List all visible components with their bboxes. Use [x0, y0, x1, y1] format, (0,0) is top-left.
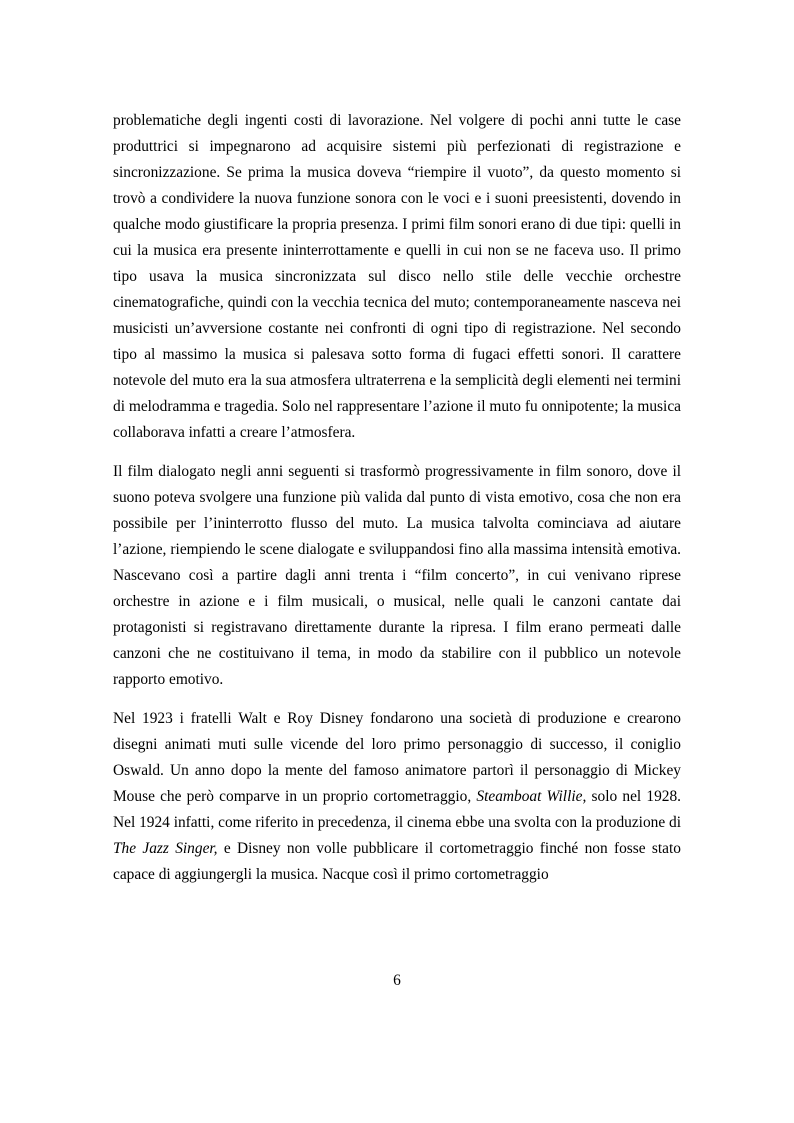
film-title-jazz-singer: The Jazz Singer, — [113, 840, 218, 857]
paragraph-3-text-b: solo nel 1928. Nel 1924 infatti, come riferito in precedenza, il cinema ebbe una svolta con la produzione di — [113, 788, 682, 831]
paragraph-1 — [113, 108, 681, 446]
paragraph-2-text: Il film dialogato negli anni seguenti si trasformò progressivamente in film sonoro, dove il suono poteva svolgere una funzione più valida dal punto di vista emotivo, cosa che non era possibile per l’ininterrotto flusso del muto. La musica talvolta cominciava ad aiutare l’azione, riempiendo le scene dialogate e sviluppandosi fino alla massima intensità emotiva. Nascevano così a partire dagli anni trenta i “film concerto”, in cui venivano riprese orchestre in azione e i film musicali, o musical, nelle quali le canzoni cantate dai protagonisti si registravano direttamente durante la ripresa. I film erano permeati dalle canzoni che ne costituivano il tema, in modo da stabilire con il pubblico un notevole rapporto emotivo. — [113, 463, 681, 688]
paragraph-3 — [113, 706, 681, 888]
page-body — [113, 108, 681, 888]
paragraph-1-text: problematiche degli ingenti costi di lavorazione. Nel volgere di pochi anni tutte le case produttrici si impegnarono ad acquisire sistemi più perfezionati di registrazione e sincronizzazione. Se prima la musica doveva “riempire il vuoto”, da questo momento si trovò a condividere la nuova funzione sonora con le voci e i suoni preesistenti, dovendo in qualche modo giustificare la propria presenza. I primi film sonori erano di due tipi: quelli in cui la musica era presente ininterrottamente e quelli in cui non se ne faceva uso. Il primo tipo usava la musica sincronizzata sul disco nello stile delle vecchie orchestre cinematografiche, quindi con la vecchia tecnica del muto; contemporaneamente nasceva nei musicisti un’avversione costante nei confronti di ogni tipo di registrazione. Nel secondo tipo al massimo la musica si palesava sotto forma di fugaci effetti sonori. Il carattere notevole del muto era la sua atmosfera ultraterrena e la semplicità degli elementi nei termini di melodramma e tragedia. Solo nel rappresentare l’azione il muto fu onnipotente; la musica collaborava infatti a creare l’atmosfera. — [113, 112, 681, 441]
paragraph-2 — [113, 459, 681, 693]
film-title-steamboat-willie: Steamboat Willie, — [476, 788, 587, 805]
paragraph-3-text-c: e Disney non volle pubblicare il cortometraggio finché non fosse stato capace di aggiungergli la musica. Nacque così il primo cortometraggio — [113, 840, 681, 883]
paragraph-3-text-a: Nel 1923 i fratelli Walt e Roy Disney fondarono una società di produzione e crearono disegni animati muti sulle vicende del loro primo personaggio di successo, il coniglio Oswald. Un anno dopo la mente del famoso animatore partorì il personaggio di Mickey Mouse che però comparve in un proprio cortometraggio, — [113, 710, 681, 805]
page-number: 6 — [393, 972, 401, 989]
